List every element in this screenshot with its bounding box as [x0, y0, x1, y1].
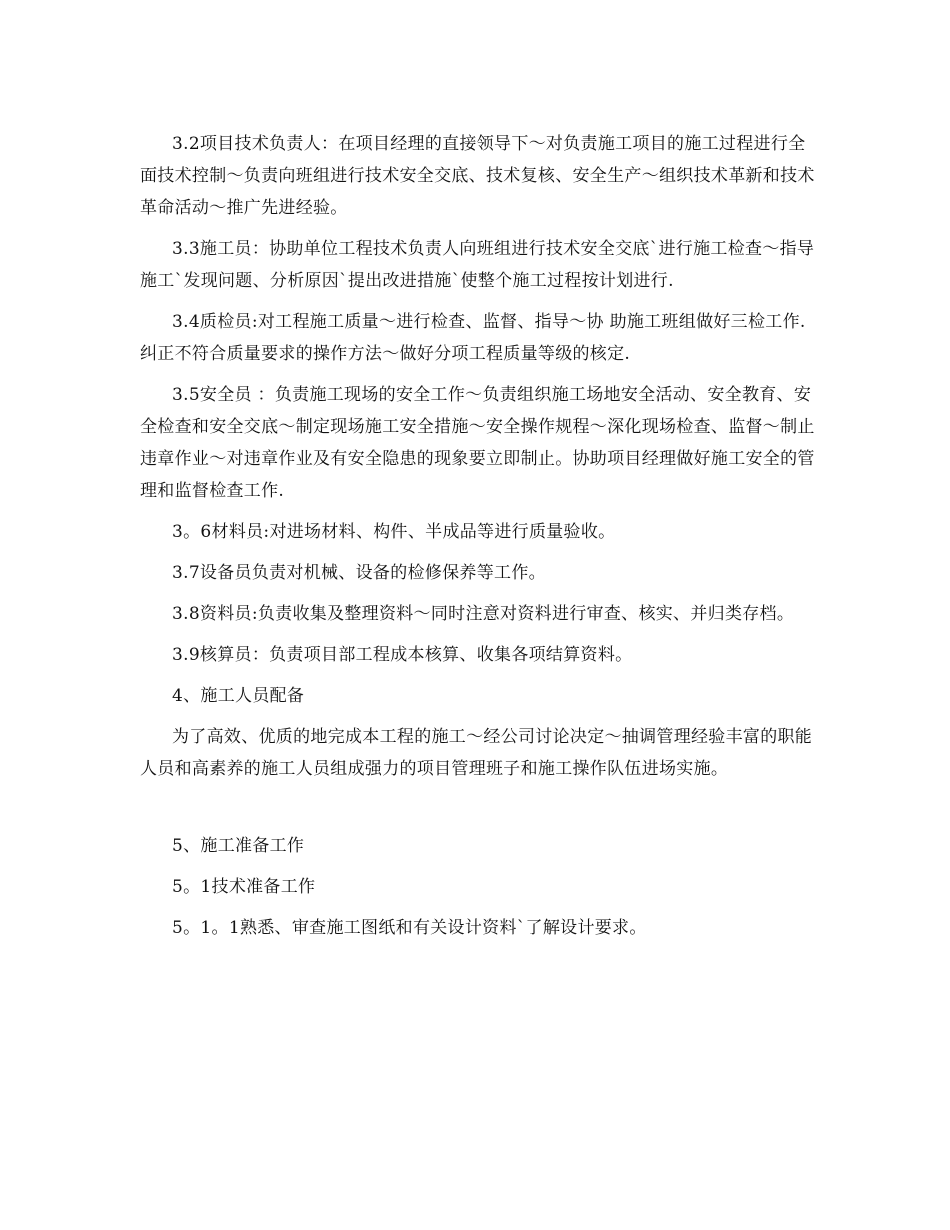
paragraph-gap [140, 794, 820, 830]
section-heading-5: 5、施工准备工作 [172, 836, 305, 856]
paragraph-3-6: 3。6材料员:对进场材料、构件、半成品等进行质量验收。 [172, 522, 616, 542]
paragraph-3-5: 3.5安全员 ：负责施工现场的安全工作～负责组织施工场地安全活动、安全教育、安全检查和安全交底～制定现场施工安全措施～安全操作规程～深化现场检查、监督～制止违章作业～对违章作业及有安全隐患的现象要立即制止。协助项目经理做好施工安全的管理和监督检查工作. [140, 385, 815, 501]
paragraph-3-2: 3.2项目技术负责人：在项目经理的直接领导下～对负责施工项目的施工过程进行全面技术控制～负责向班组进行技术安全交底、技术复核、安全生产～组织技术革新和技术革命活动～推广先进经验。 [140, 134, 815, 218]
paragraph-3-3: 3.3施工员：协助单位工程技术负责人向班组进行技术安全交底`进行施工检查～指导施工`发现问题、分析原因`提出改进措施`使整个施工过程按计划进行. [140, 239, 815, 291]
paragraph-3-9: 3.9核算员：负责项目部工程成本核算、收集各项结算资料。 [172, 645, 633, 665]
section-heading-4: 4、施工人员配备 [172, 686, 305, 706]
paragraph-4-body: 为了高效、优质的地完成本工程的施工～经公司讨论决定～抽调管理经验丰富的职能人员和高素养的施工人员组成强力的项目管理班子和施工操作队伍进场实施。 [140, 727, 813, 779]
paragraph-5-1-1: 5。1。1熟悉、审查施工图纸和有关设计资料`了解设计要求。 [172, 918, 647, 938]
paragraph-3-4: 3.4质检员:对工程施工质量～进行检查、监督、指导～协 助施工班组做好三检工作.纠正不符合质量要求的操作方法～做好分项工程质量等级的核定. [140, 312, 806, 364]
paragraph-3-7: 3.7设备员负责对机械、设备的检修保养等工作。 [172, 563, 546, 583]
subsection-heading-5-1: 5。1技术准备工作 [172, 877, 316, 897]
document-body [140, 128, 820, 953]
paragraph-3-8: 3.8资料员:负责收集及整理资料～同时注意对资料进行审查、核实、并归类存档。 [172, 604, 795, 624]
